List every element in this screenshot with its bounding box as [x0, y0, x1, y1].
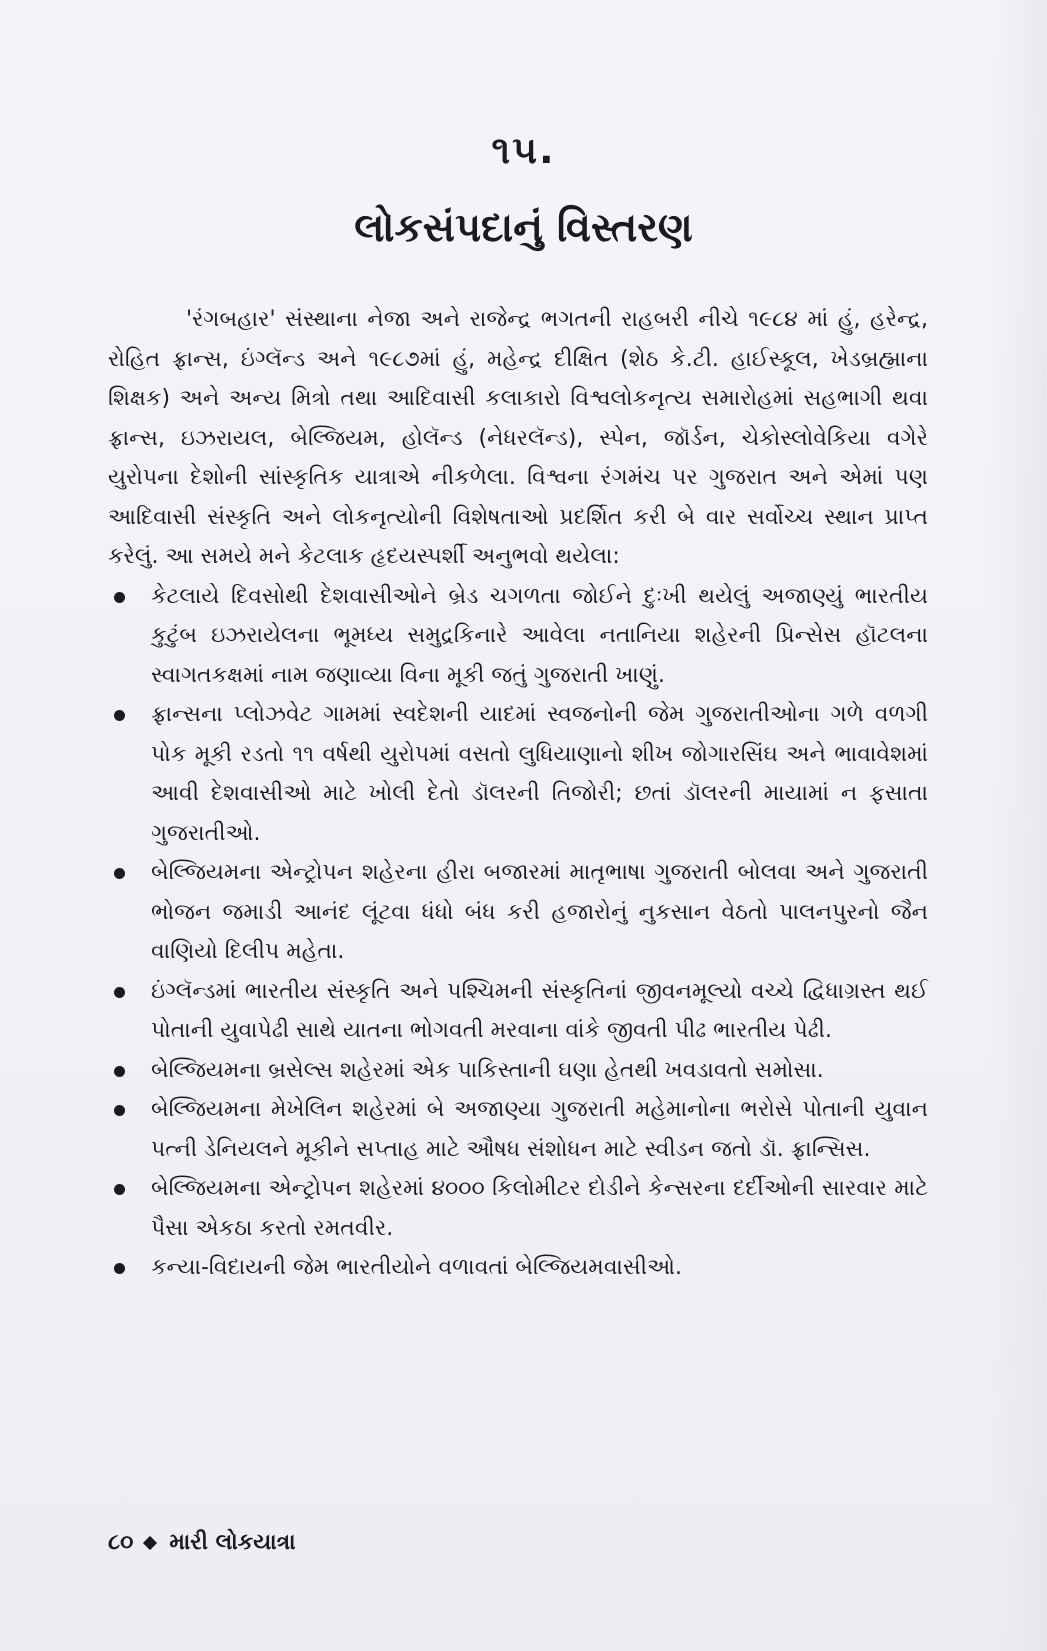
list-item	[108, 972, 928, 1051]
diamond-icon	[143, 1535, 157, 1549]
bullet-icon	[114, 1184, 125, 1195]
list-item	[108, 1090, 928, 1169]
intro-paragraph: 'રંગબહાર' સંસ્થાના નેજા અને રાજેન્દ્ર ભગતની રાહબરી નીચે ૧૯૮૪ માં હું, હરેન્દ્ર, રોહિત ફ્રાન્સ, ઇંગ્લૅન્ડ અને ૧૯૮૭માં હું, મહેન્દ્ર દીક્ષિત (શેઠ કે.ટી. હાઈસ્કૂલ, ખેડબ્રહ્માના શિક્ષક) અને અન્ય મિત્રો તથા આદિવાસી કલાકારો વિશ્વલોકનૃત્ય સમારોહમાં સહભાગી થવા ફ્રાન્સ, ઇઝરાયલ, બેલ્જિયમ, હોલૅન્ડ (નેધરલૅન્ડ), સ્પેન, જૉર્ડન, ચેકોસ્લોવેકિયા વગેરે યુરોપના દેશોની સાંસ્કૃતિક યાત્રાએ નીકળેલા. વિશ્વના રંગમંચ પર ગુજરાત અને એમાં પણ આદિવાસી સંસ્કૃતિ અને લોકનૃત્યોની વિશેષતાઓ પ્રદર્શિત કરી બે વાર સર્વોચ્ચ સ્થાન પ્રાપ્ત કરેલું. આ સમયે મને કેટલાક હૃદયસ્પર્શી અનુભવો થયેલા:	[108, 307, 928, 569]
experience-list	[108, 577, 928, 1288]
list-item	[108, 1169, 928, 1248]
list-item-text: ઇંગ્લૅન્ડમાં ભારતીય સંસ્કૃતિ અને પશ્ચિમની સંસ્કૃતિનાં જીવનમૂલ્યો વચ્ચે દ્વિધાગ્રસ્ત થઈ પોતાની યુવાપેઢી સાથે યાતના ભોગવતી મરવાના વાંકે જીવતી પીઢ ભારતીય પેઢી.	[151, 978, 928, 1043]
list-item	[108, 853, 928, 972]
book-title: મારી લોકયાત્રા	[169, 1530, 296, 1555]
chapter-body	[108, 300, 928, 1288]
page-number: ૮૦	[108, 1530, 134, 1555]
bullet-icon	[114, 1066, 125, 1077]
chapter-number: ૧૫.	[491, 128, 556, 172]
bullet-icon	[114, 1105, 125, 1116]
page-footer	[108, 1530, 296, 1555]
bullet-icon	[114, 592, 125, 603]
bullet-icon	[114, 868, 125, 879]
list-item	[108, 1051, 928, 1091]
list-item-text: બેલ્જિયમના એન્ટ્રોપન શહેરમાં ૪૦૦૦ કિલોમીટર દોડીને કેન્સરના દર્દીઓની સારવાર માટે પૈસા એકઠા કરતો રમતવીર.	[151, 1176, 928, 1241]
bullet-icon	[114, 987, 125, 998]
list-item-text: કેટલાયે દિવસોથી દેશવાસીઓને બ્રેડ ચગળતા જોઈને દુઃખી થયેલું અજાણ્યું ભારતીય કુટુંબ ઇઝરાયેલના ભૂમધ્ય સમુદ્રકિનારે આવેલા નતાનિયા શહેરની પ્રિન્સેસ હૉટલના સ્વાગતકક્ષમાં નામ જણાવ્યા વિના મૂકી જતું ગુજરાતી ખાણું.	[151, 583, 928, 688]
list-item-text: બેલ્જિયમના એન્ટ્રોપન શહેરના હીરા બજારમાં માતૃભાષા ગુજરાતી બોલવા અને ગુજરાતી ભોજન જમાડી આનંદ લૂંટવા ધંધો બંધ કરી હજારોનું નુકસાન વેઠતો પાલનપુરનો જૈન વાણિયો દિલીપ મહેતા.	[151, 860, 928, 964]
list-item-text: ફ્રાન્સના પ્લોઝવેટ ગામમાં સ્વદેશની યાદમાં સ્વજનોની જેમ ગુજરાતીઓના ગળે વળગી પોક મૂકી રડતો ૧૧ વર્ષથી યુરોપમાં વસતો લુધિયાણાનો શીખ જોગારસિંઘ અને ભાવાવેશમાં આવી દેશવાસીઓ માટે ખોલી દેતો ડૉલરની તિજોરી; છતાં ડૉલરની માયામાં ન ફસાતા ગુજરાતીઓ.	[151, 702, 928, 846]
list-item-text: બેલ્જિયમના મેખેલિન શહેરમાં બે અજાણ્યા ગુજરાતી મહેમાનોના ભરોસે પોતાની યુવાન પત્ની ડેનિયલને મૂકીને સપ્તાહ માટે ઔષધ સંશોધન માટે સ્વીડન જતો ડૉ. ફ્રાન્સિસ.	[151, 1097, 928, 1162]
bullet-icon	[114, 1263, 125, 1274]
list-item	[108, 695, 928, 853]
list-item-text: કન્યા-વિદાયની જેમ ભારતીયોને વળાવતાં બેલ્જિયમવાસીઓ.	[151, 1255, 682, 1280]
list-item-text: બેલ્જિયમના બ્રસેલ્સ શહેરમાં એક પાકિસ્તાની ઘણા હેતથી ખવડાવતો સમોસા.	[151, 1057, 824, 1083]
list-item	[108, 1248, 928, 1288]
list-item	[108, 577, 928, 696]
bullet-icon	[114, 710, 125, 721]
chapter-title: લોકસંપદાનું વિસ્તરણ	[354, 205, 693, 251]
